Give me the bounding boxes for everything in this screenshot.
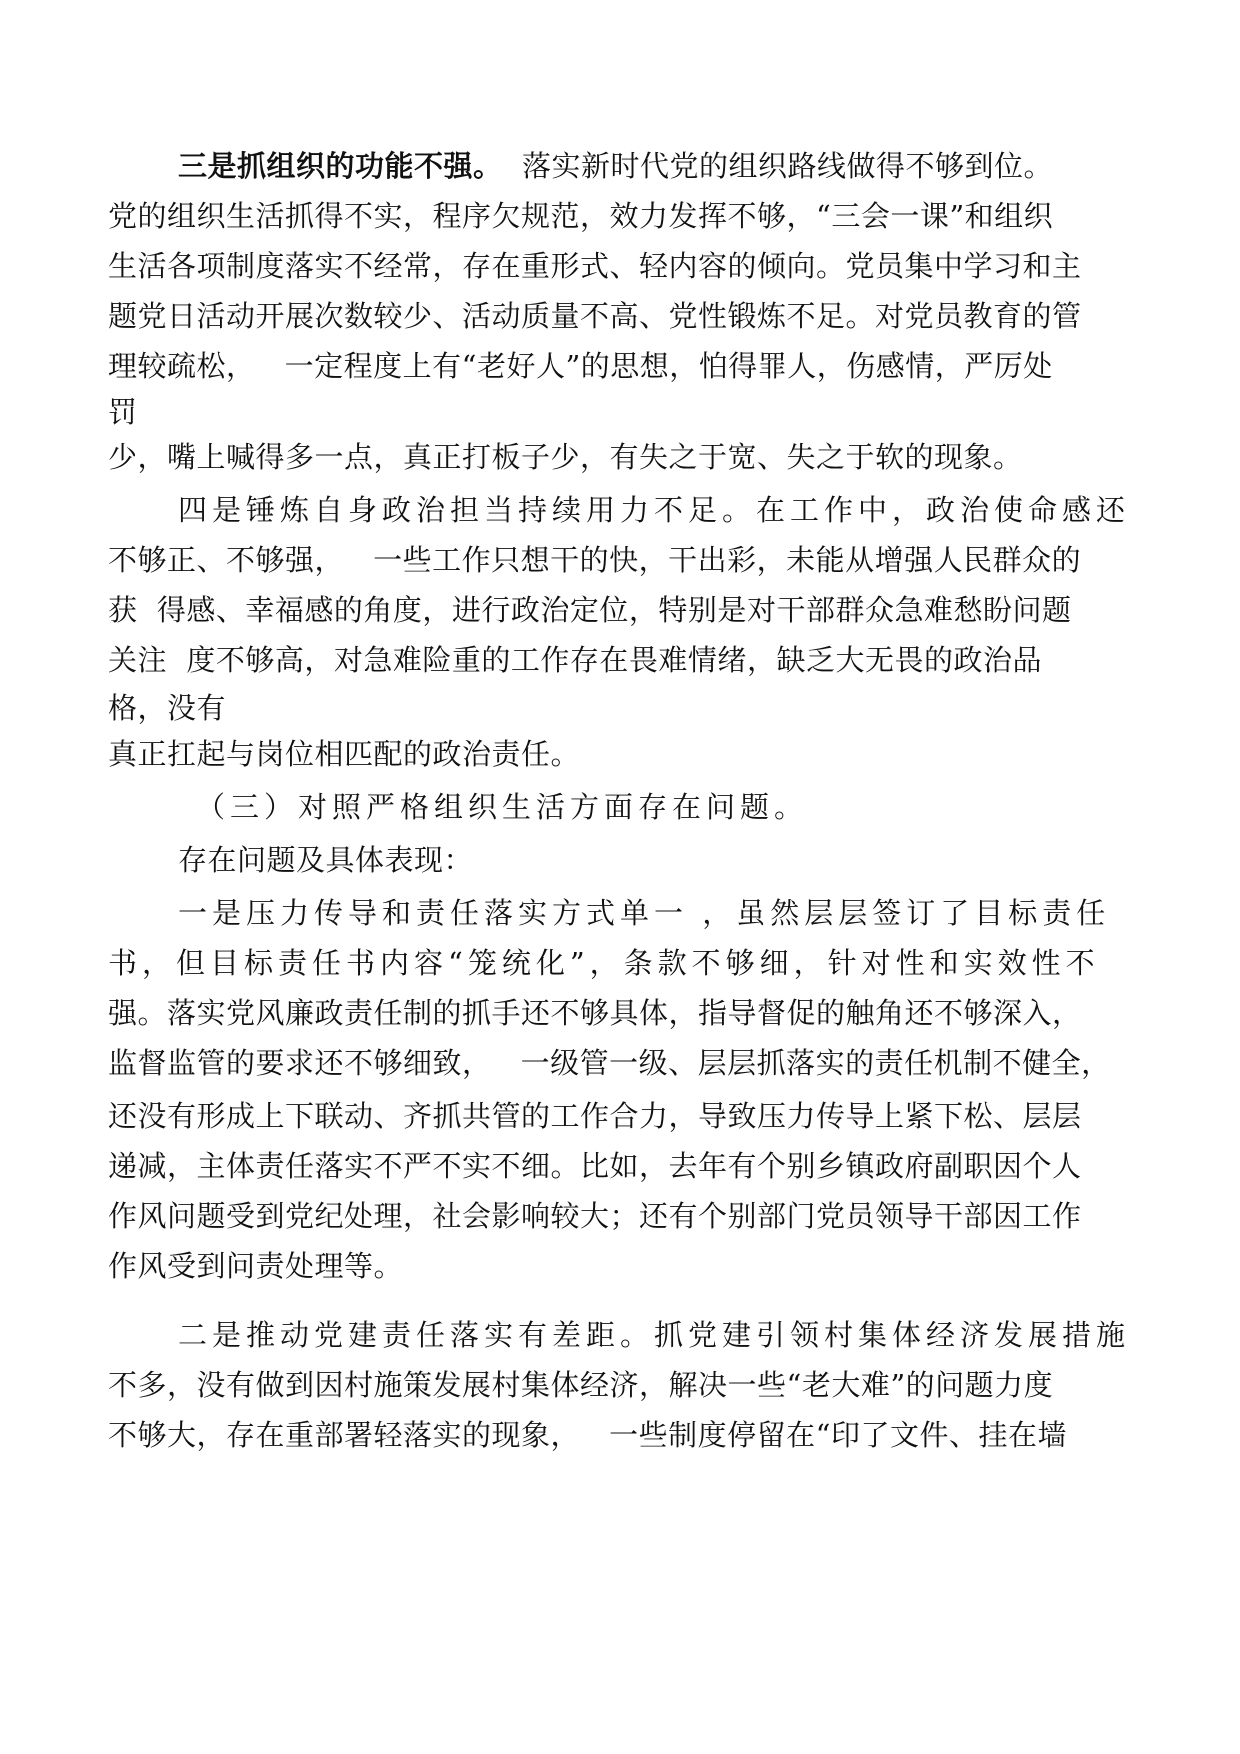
text-line: 强。落实党风廉政责任制的抓手还不够具体，指导督促的触角还不够深入， bbox=[108, 996, 1082, 1030]
text-line: 不够大，存在重部署轻落实的现象， 一些制度停留在“印了文件、挂在墙 bbox=[108, 1418, 1067, 1452]
text-line: 作风受到问责处理等。 bbox=[108, 1249, 404, 1283]
text-line: 不多，没有做到因村施策发展村集体经济，解决一些“老大难”的问题力度 bbox=[108, 1368, 1054, 1402]
text-line: 存在问题及具体表现： bbox=[178, 843, 474, 877]
heading-rest: 落实新时代党的组织路线做得不够到位。 bbox=[502, 149, 1053, 183]
text-line: 题党日活动开展次数较少、活动质量不高、党性锻炼不足。对党员教育的管 bbox=[108, 299, 1082, 333]
text-line: 作风问题受到党纪处理，社会影响较大；还有个别部门党员领导干部因工作 bbox=[108, 1199, 1082, 1233]
text-line: 少，嘴上喊得多一点，真正打板子少，有失之于宽、失之于软的现象。 bbox=[108, 440, 1023, 474]
text-line: 获 得感、幸福感的角度，进行政治定位，特别是对干部群众急难愁盼问题 bbox=[108, 593, 1072, 627]
text-line: 关注 度不够高，对急难险重的工作存在畏难情绪，缺乏大无畏的政治品 bbox=[108, 643, 1042, 677]
text-line: 二是推动党建责任落实有差距。抓党建引领村集体经济发展措施 bbox=[178, 1318, 1131, 1352]
text-line: 理较疏松， 一定程度上有“老好人”的思想，怕得罪人，伤感情，严厉处 bbox=[108, 349, 1053, 383]
text-line: 不够正、不够强， 一些工作只想干的快，干出彩，未能从增强人民群众的 bbox=[108, 543, 1082, 577]
text-line: 监督监管的要求还不够细致， 一级管一级、层层抓落实的责任机制不健全， bbox=[108, 1046, 1111, 1080]
text-line: 还没有形成上下联动、齐抓共管的工作合力，导致压力传导上紧下松、层层 bbox=[108, 1099, 1082, 1133]
text-line: 格，没有 bbox=[108, 691, 227, 725]
paragraph-heading-line bbox=[178, 146, 1208, 186]
text-line: 书，但目标责任书内容“笼统化”，条款不够细，针对性和实效性不 bbox=[108, 946, 1100, 980]
text-line: 罚 bbox=[108, 395, 138, 429]
text-line: 一是压力传导和责任落实方式单一 ，虽然层层签订了目标责任 bbox=[178, 896, 1111, 930]
text-line: 四是锤炼自身政治担当持续用力不足。在工作中，政治使命感还 bbox=[178, 493, 1131, 527]
text-line: 真正扛起与岗位相匹配的政治责任。 bbox=[108, 737, 581, 771]
text-line: 生活各项制度落实不经常，存在重形式、轻内容的倾向。党员集中学习和主 bbox=[108, 249, 1082, 283]
text-line: 党的组织生活抓得不实，程序欠规范，效力发挥不够，“三会一课”和组织 bbox=[108, 199, 1054, 233]
heading-lead: 三是抓组织的功能不强。 bbox=[178, 149, 503, 183]
section-heading: （三）对照严格组织生活方面存在问题。 bbox=[196, 790, 809, 824]
text-line: 递减，主体责任落实不严不实不细。比如，去年有个别乡镇政府副职因个人 bbox=[108, 1149, 1082, 1183]
